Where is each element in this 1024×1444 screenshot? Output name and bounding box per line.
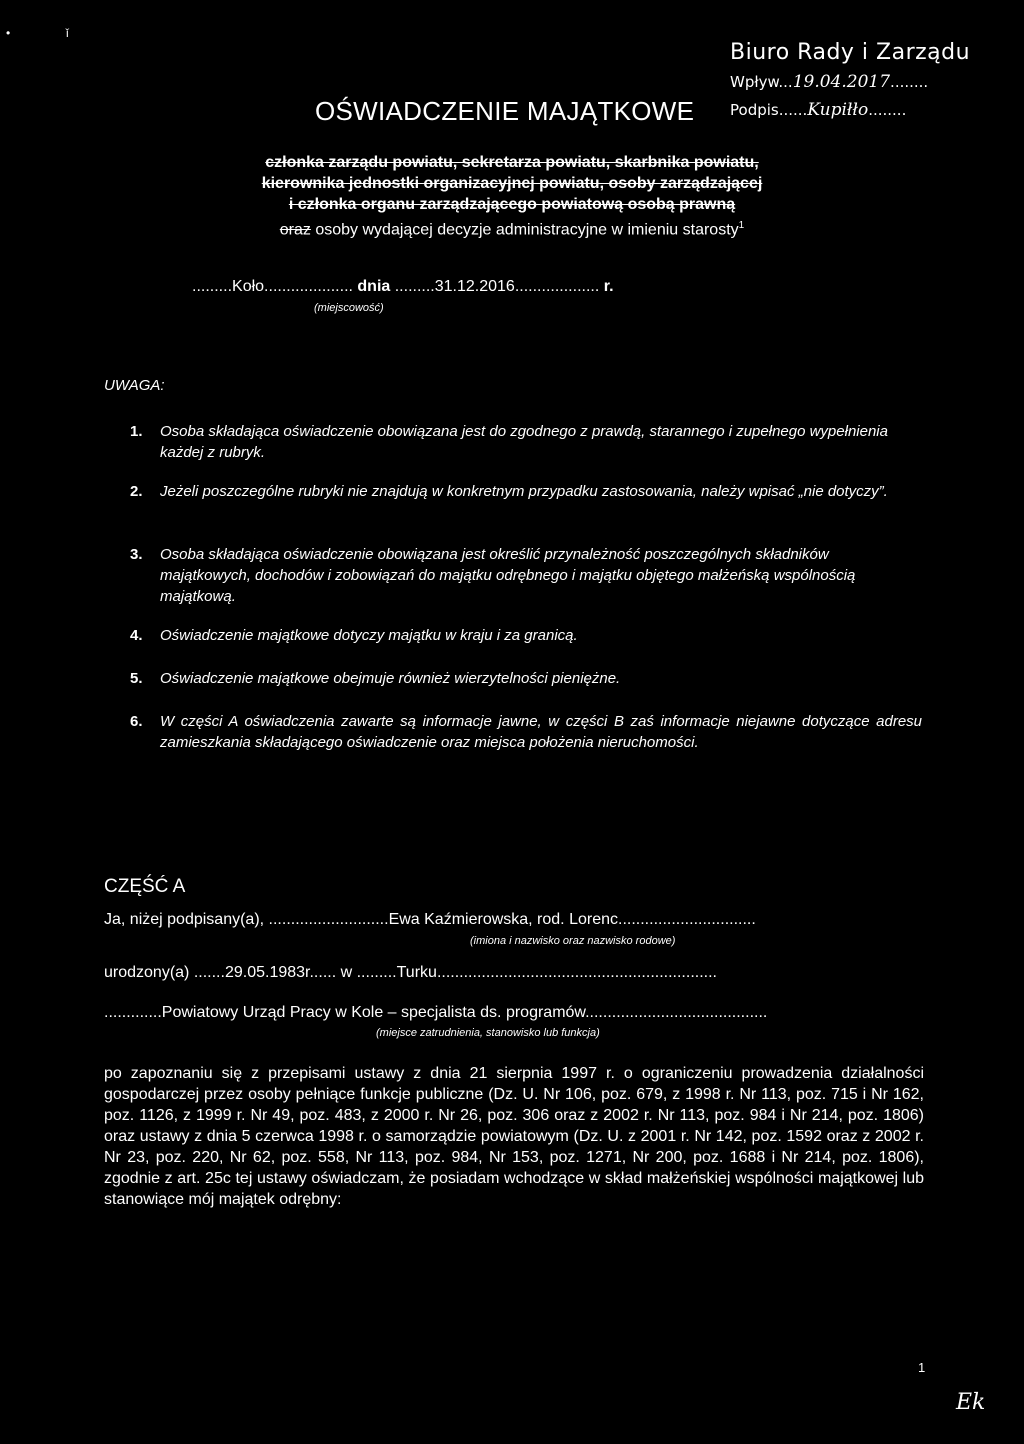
employment-value: Powiatowy Urząd Pracy w Kole – specjalista ds. programów [161,1004,586,1021]
note-text: Oświadczenie majątkowe dotyczy majątku w kraju i za granicą. [160,627,578,644]
received-stamp [730,38,1022,128]
page-number: 1 [918,1360,926,1375]
note-number: 4. [130,627,143,644]
stamp-signature-value: Kupiłło [807,100,869,120]
note-number: 5. [130,670,143,687]
stamp-received-label: Wpływ [730,73,779,91]
place-date-line: .........Koło.................... dnia .........31.12.2016................... r. [192,278,614,295]
place-value: Koło [232,278,265,295]
note-item [130,421,922,463]
stamp-signature-label: Podpis [730,101,779,119]
note-item [130,481,922,502]
birth-line: urodzony(a) .......29.05.1983r...... w .........Turku............................................................... [104,964,717,981]
employment-line: .............Powiatowy Urząd Pracy w Kole – specjalista ds. programów......................................... [104,1004,768,1021]
subtitle-line-4-rest: osoby wydającej decyzje administracyjne w imieniu starosty [310,221,739,239]
subtitle-line-4 [150,215,874,240]
birth-label: urodzony(a) [104,964,194,981]
subtitle-line-3: i członka organu zarządzającego powiatową osobą prawną [288,196,736,213]
note-text: Osoba składająca oświadczenie obowiązana jest do zgodnego z prawdą, starannego i zupełnego wypełnienia każdej z rubryk. [160,423,888,461]
declaration-text: po zapoznaniu się z przepisami ustawy z dnia 21 sierpnia 1997 r. o ograniczeniu prowadzenia działalności gospodarczej przez osoby pełniące funkcje publiczne (Dz. U. Nr 106, poz. 679, z 1998 r. Nr 113, poz. 715 i Nr 162, poz. 1126, z 1999 r. Nr 49, poz. 483, z 2000 r. Nr 26, poz. 306 oraz z 2002 r. Nr 113, poz. 984 i Nr 214, poz. 1806) oraz ustawy z dnia 5 czerwca 1998 r. o samorządzie powiatowym (Dz. U. z 2001 r. Nr 142, poz. 1592 oraz z 2002 r. Nr 23, poz. 220, Nr 62, poz. 558, Nr 113, poz. 984, Nr 153, poz. 1271, Nr 200, poz. 1688 i Nr 214, poz. 1806), zgodnie z art. 25c tej ustawy oświadczam, że posiadam wchodzące w skład małżeńskiej wspólności majątkowej lub stanowiące mój majątek odrębny: [104,1065,924,1208]
name-label: Ja, niżej podpisany(a), [104,911,269,928]
note-item [130,668,922,689]
note-item [130,544,922,607]
stamp-received-row: Wpływ...19.04.2017........ [730,72,929,92]
note-text: W części A oświadczenia zawarte są informacje jawne, w części B zaś informacje niejawne dotyczące adresu zamieszkania składającego oświadczenie oraz miejsca położenia nieruchomości. [160,713,922,751]
subtitle-line-2: kierownika jednostki organizacyjnej powiatu, osoby zarządzającej [261,175,763,192]
year-suffix: r. [599,278,614,295]
name-line: Ja, niżej podpisany(a), ...........................Ewa Kaźmierowska, rod. Lorenc............................... [104,911,756,928]
notes-heading: UWAGA: [104,377,165,394]
stamp-signature-row: Podpis......Kupiłło........ [730,100,907,120]
scan-mark: • [6,26,11,40]
date-label: dnia [352,278,395,295]
note-number: 6. [130,713,143,730]
birth-date: 29.05.1983r [224,964,310,981]
place-caption: (miejscowość) [314,302,384,314]
part-a-heading: CZĘŚĆ A [104,876,186,897]
note-number: 3. [130,546,143,563]
note-number: 1. [130,423,143,440]
date-value: 31.12.2016 [434,278,515,295]
note-text: Jeżeli poszczególne rubryki nie znajdują w konkretnym przypadku zastosowania, należy wpisać „nie dotyczy”. [160,483,888,500]
note-text: Oświadczenie majątkowe obejmuje również wierzytelności pieniężne. [160,670,621,687]
note-number: 2. [130,483,143,500]
document-subtitle [150,152,874,240]
scan-mark: ǐ [66,26,69,40]
initials: Ek [956,1390,986,1415]
name-caption: (imiona i nazwisko oraz nazwisko rodowe) [470,935,676,947]
note-text: Osoba składająca oświadczenie obowiązana jest określić przynależność poszczególnych składników majątkowych, dochodów i zobowiązań do majątku odrębnego i majątku objętego małżeńską wspólnością majątkową. [160,546,856,605]
subtitle-line-1: członka zarządu powiatu, sekretarza powiatu, skarbnika powiatu, [265,154,759,171]
footnote-marker: 1 [738,220,745,231]
document-title: OŚWIADCZENIE MAJĄTKOWE [315,96,695,126]
birth-place: Turku [396,964,437,981]
subtitle-struck-word: oraz [279,221,311,239]
stamp-received-value: 19.04.2017 [792,72,891,92]
note-item [130,625,922,646]
stamp-office: Biuro Rady i Zarządu [730,40,971,65]
name-value: Ewa Kaźmierowska, rod. Lorenc [388,911,618,928]
employment-caption: (miejsce zatrudnienia, stanowisko lub funkcja) [376,1027,600,1039]
note-item [130,711,922,753]
